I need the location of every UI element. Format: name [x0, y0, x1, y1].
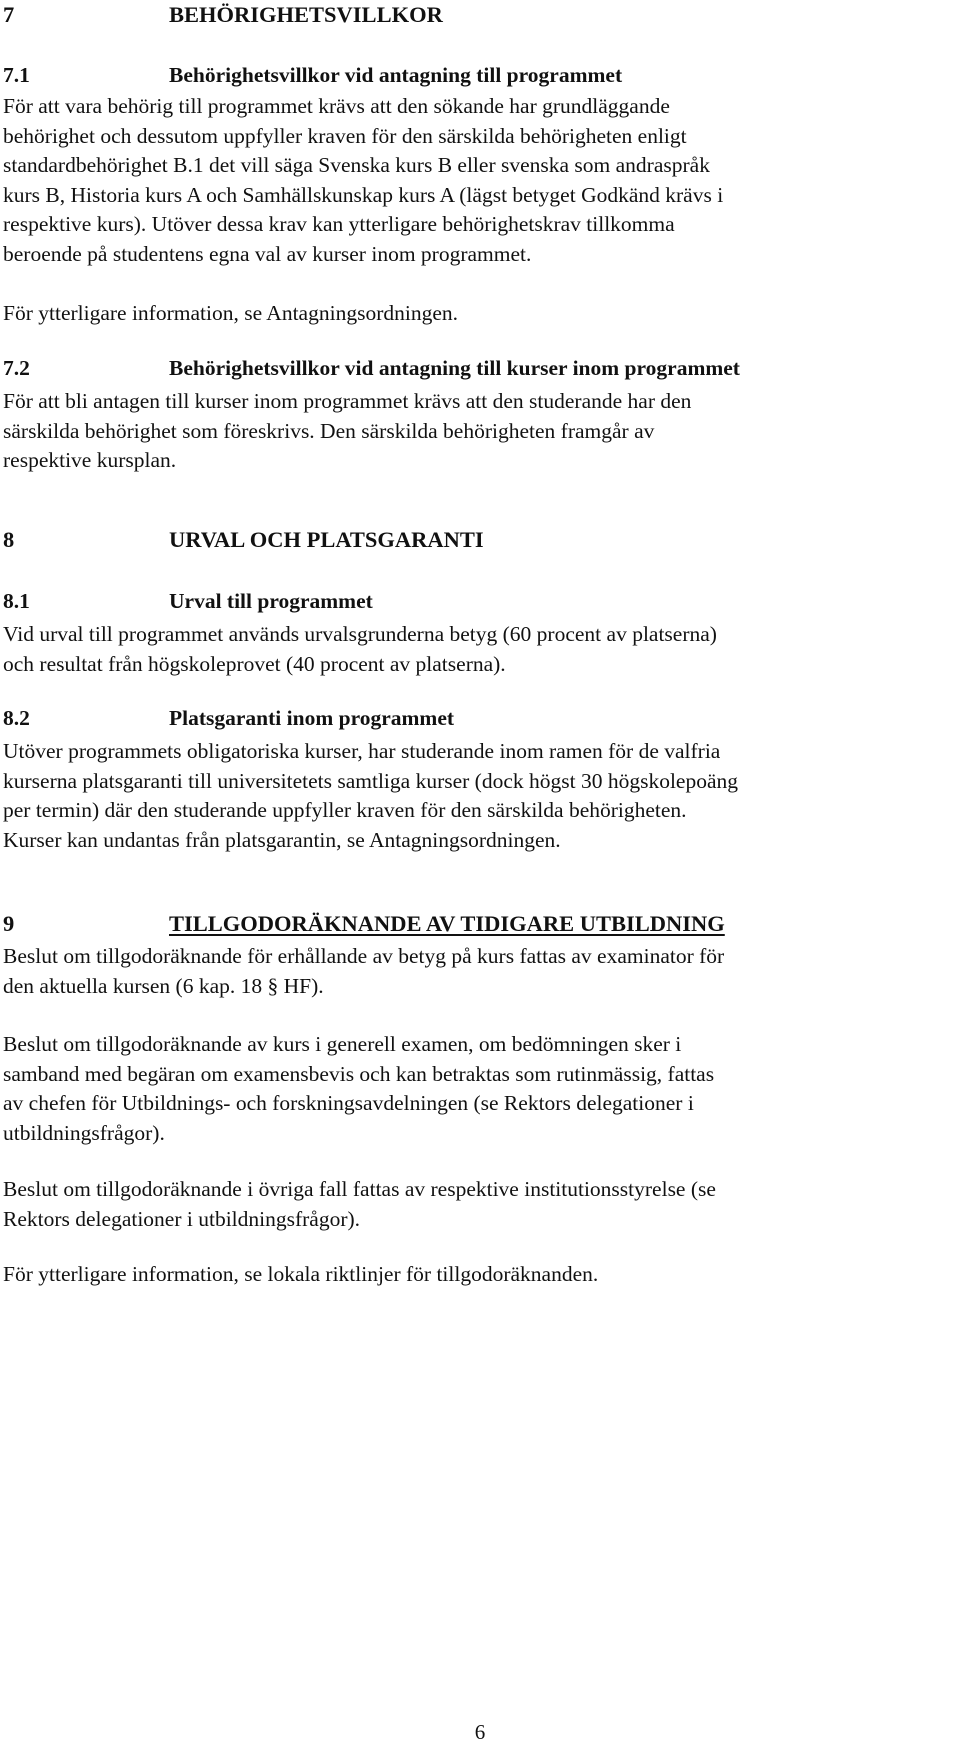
section-8-2-paragraph: [3, 737, 958, 855]
section-title: TILLGODORÄKNANDE AV TIDIGARE UTBILDNING: [169, 911, 725, 936]
section-7-2-paragraph: [3, 387, 958, 476]
section-title: BEHÖRIGHETSVILLKOR: [169, 2, 443, 27]
text-line: För att vara behörig till programmet krävs att den sökande har grundläggande: [3, 94, 670, 118]
text-line: För att bli antagen till kurser inom programmet krävs att den studerande har den: [3, 389, 692, 413]
text-line: respektive kurs). Utöver dessa krav kan ytterligare behörighetskrav tillkomma: [3, 212, 675, 236]
section-7-1-note: [3, 299, 958, 329]
section-9-note: [3, 1260, 958, 1290]
section-title: Behörighetsvillkor vid antagning till programmet: [169, 63, 623, 87]
page-number: 6: [474, 1720, 486, 1744]
section-title: Urval till programmet: [169, 589, 373, 613]
text-line: För ytterligare information, se lokala riktlinjer för tillgodoräknanden.: [3, 1262, 599, 1286]
section-7-1-paragraph: [3, 92, 958, 269]
text-line: beroende på studentens egna val av kurser inom programmet.: [3, 241, 532, 266]
text-line: Vid urval till programmet används urvalsgrunderna betyg (60 procent av platserna): [3, 622, 717, 646]
section-title: Platsgaranti inom programmet: [169, 706, 455, 730]
text-line: kurs B, Historia kurs A och Samhällskunskap kurs A (lägst betyget Godkänd krävs i: [3, 182, 724, 207]
text-line: särskilda behörighet som föreskrivs. Den särskilda behörigheten framgår av: [3, 418, 655, 443]
text-line: Rektors delegationer i utbildningsfrågor).: [3, 1206, 361, 1231]
text-line: per termin) där den studerande uppfyller kraven för den särskilda behörigheten.: [3, 798, 687, 822]
text-line: av chefen för Utbildnings- och forskningsavdelningen (se Rektors delegationer i: [3, 1091, 694, 1115]
text-line: den aktuella kursen (6 kap. 18 § HF).: [3, 973, 324, 998]
section-9-paragraph-2: [3, 1030, 958, 1148]
section-9-paragraph-3: [3, 1175, 958, 1234]
section-number: 9: [3, 911, 15, 936]
text-line: utbildningsfrågor).: [3, 1120, 165, 1145]
text-line: behörighet och dessutom uppfyller kraven för den särskilda behörigheten enligt: [3, 123, 687, 148]
section-number: 7: [3, 2, 15, 27]
text-line: För ytterligare information, se Antagningsordningen.: [3, 301, 458, 325]
section-number: 8.2: [3, 706, 30, 730]
section-9-paragraph-1: [3, 942, 958, 1001]
text-line: samband med begäran om examensbevis och kan betraktas som rutinmässig, fattas: [3, 1061, 715, 1086]
text-line: Utöver programmets obligatoriska kurser, har studerande inom ramen för de valfria: [3, 739, 721, 763]
section-number: 7.1: [3, 63, 30, 87]
section-title: URVAL OCH PLATSGARANTI: [169, 527, 484, 552]
text-line: och resultat från högskoleprovet (40 procent av platserna).: [3, 651, 506, 676]
section-number: 8: [3, 527, 15, 552]
section-number: 7.2: [3, 356, 30, 380]
text-line: Beslut om tillgodoräknande för erhållande av betyg på kurs fattas av examinator för: [3, 944, 725, 968]
text-line: Beslut om tillgodoräknande av kurs i generell examen, om bedömningen sker i: [3, 1032, 682, 1056]
section-number: 8.1: [3, 589, 30, 613]
section-title: Behörighetsvillkor vid antagning till kurser inom programmet: [169, 356, 740, 380]
text-line: respektive kursplan.: [3, 448, 177, 472]
text-line: standardbehörighet B.1 det vill säga Svenska kurs B eller svenska som andraspråk: [3, 153, 710, 177]
text-line: Beslut om tillgodoräknande i övriga fall fattas av respektive institutionsstyrelse (se: [3, 1177, 716, 1201]
text-line: Kurser kan undantas från platsgarantin, se Antagningsordningen.: [3, 827, 561, 852]
section-8-1-paragraph: [3, 620, 958, 679]
text-line: kurserna platsgaranti till universitetets samtliga kurser (dock högst 30 högskolepoäng: [3, 768, 739, 793]
